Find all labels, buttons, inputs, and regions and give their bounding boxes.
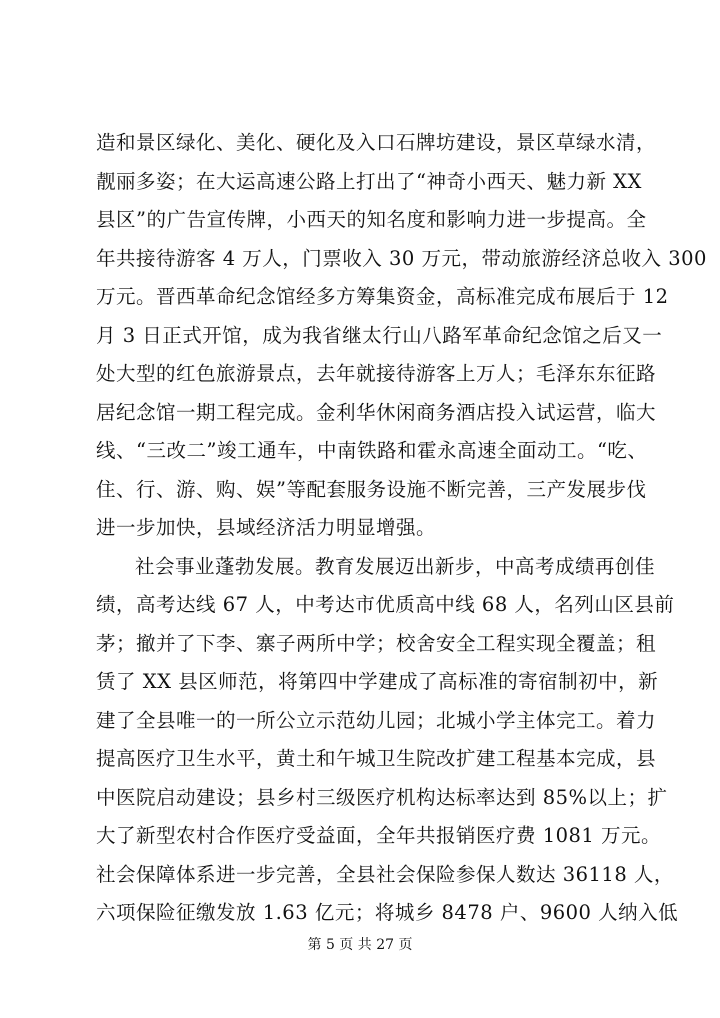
text-line: 造和景区绿化、美化、硬化及入口石牌坊建设，景区草绿水清，: [96, 131, 657, 154]
text-line: 住、行、游、购、娱”等配套服务设施不断完善，三产发展步伐: [96, 477, 647, 501]
text-line: 六项保险征缴发放 1.63 亿元；将城乡 8478 户、9600 人纳入低: [96, 901, 679, 924]
text-line: 县区”的广告宣传牌，小西天的知名度和影响力进一步提高。全: [96, 208, 647, 231]
text-line: 建了全县唯一的一所公立示范幼儿园；北城小学主体完工。着力: [96, 708, 657, 732]
text-line: 社会保障体系进一步完善，全县社会保险参保人数达 36118 人，: [96, 862, 674, 886]
paragraph-start-line: 社会事业蓬勃发展。教育发展迈出新步，中高考成绩再创佳: [135, 554, 656, 578]
text-line: 万元。晋西革命纪念馆经多方筹集资金，高标准完成布展后于 12: [96, 285, 669, 308]
text-line: 绩，高考达线 67 人，中考达市优质高中线 68 人，名列山区县前: [96, 593, 675, 616]
text-line: 提高医疗卫生水平，黄土和午城卫生院改扩建工程基本完成，县: [96, 747, 657, 770]
text-line: 赁了 XX 县区师范，将第四中学建成了高标准的寄宿制初中，新: [96, 670, 659, 693]
text-line: 茅；撤并了下李、寨子两所中学；校舍安全工程实现全覆盖；租: [96, 631, 657, 655]
text-line: 进一步加快，县域经济活力明显增强。: [96, 516, 437, 539]
document-body: [96, 124, 707, 933]
text-line: 大了新型农村合作医疗受益面，全年共报销医疗费 1081 万元。: [96, 824, 662, 847]
text-line: 居纪念馆一期工程完成。金利华休闲商务酒店投入试运营，临大: [96, 400, 657, 424]
page-number-footer: 第 5 页 共 27 页: [307, 937, 413, 953]
text-line: 线、“三改二”竣工通车，中南铁路和霍永高速全面动工。“吃、: [96, 439, 648, 462]
text-line: 年共接待游客 4 万人，门票收入 30 万元，带动旅游经济总收入 300: [96, 246, 707, 270]
text-line: 处大型的红色旅游景点，去年就接待游客上万人；毛泽东东征路: [96, 362, 657, 385]
text-line: 靓丽多姿；在大运高速公路上打出了“神奇小西天、魅力新 XX: [96, 169, 642, 193]
text-line: 月 3 日正式开馆，成为我省继太行山八路军革命纪念馆之后又一: [96, 323, 663, 347]
text-line: 中医院启动建设；县乡村三级医疗机构达标率达到 85%以上；扩: [96, 785, 668, 809]
